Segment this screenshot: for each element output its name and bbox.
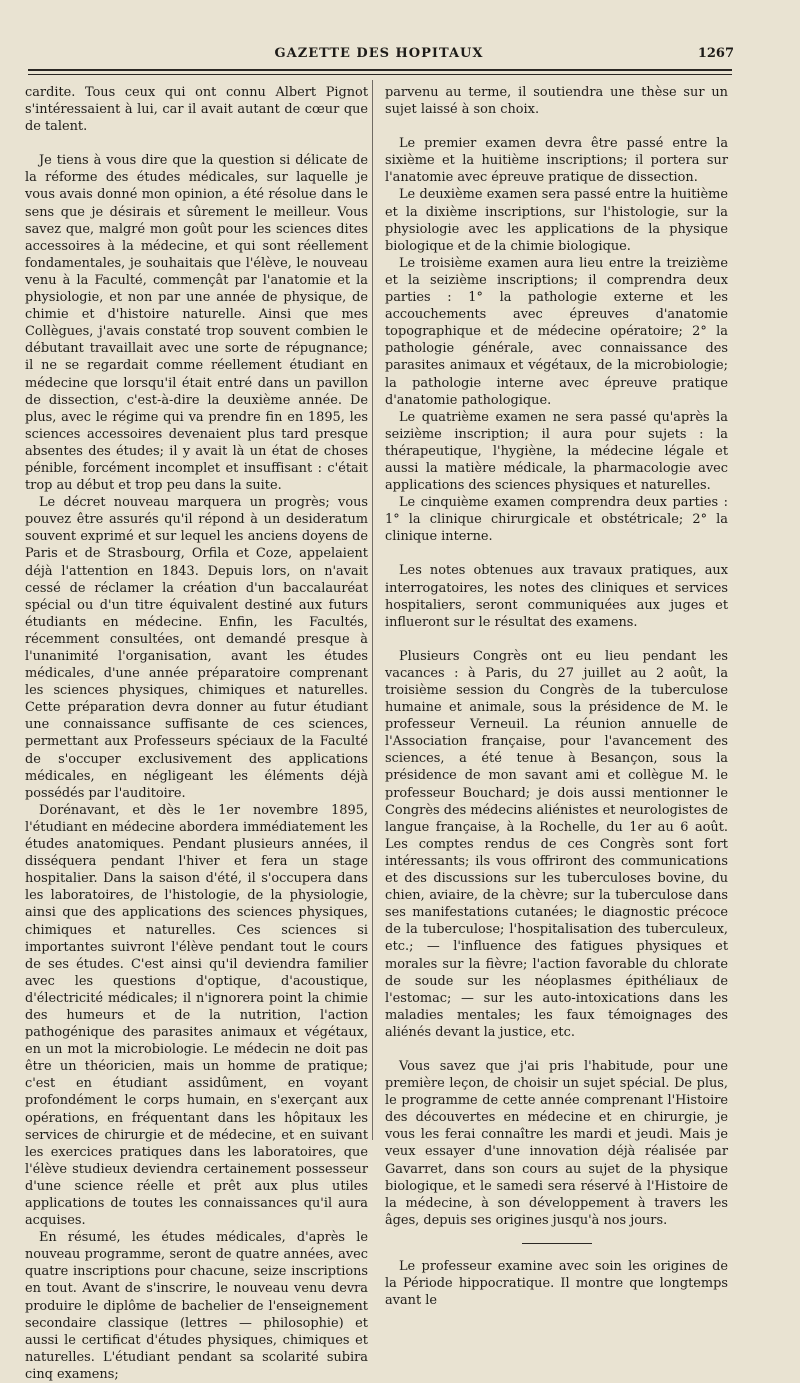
paragraph: Le cinquième examen comprendra deux parties : 1° la clinique chirurgicale et obstétricale; 2° la clinique interne. — [385, 495, 728, 545]
paragraph: Le premier examen devra être passé entre la sixième et la huitième inscriptions; il portera sur l'anatomie avec épreuve pratique de dissection. — [385, 136, 728, 186]
paragraph: Le professeur examine avec soin les origines de la Période hippocratique. Il montre que longtemps avant le — [385, 1258, 728, 1309]
paragraph: parvenu au terme, il soutiendra une thèse sur un sujet laissé à son choix. — [385, 85, 728, 118]
column-divider — [372, 80, 373, 1140]
paragraph: Les notes obtenues aux travaux pratiques, aux interrogatoires, les notes des cliniques et services hospitaliers, seront communiquées aux juges et influeront sur le résultat des examens. — [385, 563, 728, 630]
page-header — [24, 42, 734, 66]
section-separator — [522, 1243, 592, 1244]
right-column — [385, 84, 728, 1309]
paragraph: Le troisième examen aura lieu entre la treizième et la seizième inscriptions; il comprendra deux parties : 1° la pathologie externe et les accouchements avec épreuves d'anatomie topographique et de médecine opératoire; 2° la pathologie générale, avec connaissance des parasites animaux et végétaux, de la microbiologie; la pathologie interne avec épreuve pratique d'anatomie pathologique. — [385, 255, 728, 408]
header-rule-thick — [28, 69, 732, 71]
paragraph: cardite. Tous ceux qui ont connu Albert Pignot s'intéressaient à lui, car il avait autant de cœur que de talent. — [25, 85, 368, 135]
paragraph: Le quatrième examen ne sera passé qu'après la seizième inscription; il aura pour sujets : la thérapeutique, l'hygiène, la médecine légale et aussi la matière médicale, la pharmacologie avec applications des sciences physiques et naturelles. — [385, 409, 728, 494]
paragraph: Le deuxième examen sera passé entre la huitième et la dixième inscriptions, sur l'histologie, sur la physiologie avec les applications de la physique biologique et de la chimie biologique. — [385, 187, 728, 254]
header-rule-thin — [28, 74, 732, 75]
page-number: 1267 — [697, 46, 734, 61]
journal-title: GAZETTE DES HOPITAUX — [274, 46, 484, 61]
paragraph: Plusieurs Congrès ont eu lieu pendant les vacances : à Paris, du 27 juillet au 2 août, la troisième session du Congrès de la tuberculose humaine et animale, sous la présidence de M. le professeur Verneuil. La réunion annuelle de l'Association française, pour l'avancement des sciences, a été tenue à Besançon, sous la présidence de mon savant ami et collègue M. le professeur Bouchard; je dois aussi mentionner le Congrès des médecins aliénistes et neurologistes de langue française, à la Rochelle, du 1er au 6 août. Les comptes rendus de ces Congrès sont fort intéressants; ils vous offriront des communications et des discussions sur les tuberculoses bovine, du chien, aviaire, de la chèvre; sur la tuberculose dans ses manifestations cutanées; le diagnostic précoce de la tuberculose; l'hospitalisation des tuberculeux, etc.; — l'influence des fatigues physiques et morales sur la fièvre; l'action favorable du chlorate de soude sur les néoplasmes épithéliaux de l'estomac; — sur les auto-intoxications dans les maladies mentales; les faux témoignages des aliénés devant la justice, etc. — [385, 648, 728, 1040]
left-column — [25, 84, 368, 1383]
paragraph: En résumé, les études médicales, d'après le nouveau programme, seront de quatre années, avec quatre inscriptions pour chacune, seize inscriptions en tout. Avant de s'inscrire, le nouveau venu devra produire le diplôme de bachelier de l'enseignement secondaire classique (lettres — philosophie) et aussi le certificat d'études physiques, chimiques et naturelles. L'étudiant pendant sa scolarité subira cinq examens; — [25, 1230, 368, 1382]
paragraph: Le décret nouveau marquera un progrès; vous pouvez être assurés qu'il répond à un desideratum souvent exprimé et sur lequel les anciens doyens de Paris et de Strasbourg, Orfila et Coze, appelaient déjà l'attention en 1843. Depuis lors, on n'avait cessé de réclamer la création d'un baccalauréat spécial ou d'un titre équivalent destiné aux futurs étudiants en médecine. Enfin, les Facultés, récemment consultées, ont demandé presque à l'unanimité l'organisation, avant les études médicales, d'une année préparatoire comprenant les sciences physiques, chimiques et naturelles. Cette préparation devra donner au futur étudiant une connaissance suffisante de ces sciences, permettant aux Professeurs spéciaux de la Faculté de s'occuper exclusivement des applications médicales, en négligeant les éléments déjà possédés par l'auditoire. — [25, 495, 368, 801]
paragraph: Je tiens à vous dire que la question si délicate de la réforme des études médicales, sur laquelle je vous avais donné mon opinion, a été résolue dans le sens que je désirais et sûrement le meilleur. Vous savez que, malgré mon goût pour les sciences dites accessoires à la médecine, et qui sont réellement fondamentales, je souhaitais que l'élève, le nouveau venu à la Faculté, commençât par l'anatomie et la physiologie, et non par une année de physique, de chimie et d'histoire naturelle. Ainsi que mes Collègues, j'avais constaté trop souvent combien le débutant travaillait avec une sorte de répugnance; il ne se regardait comme réellement étudiant en médecine que lorsqu'il était entré dans un pavillon de dissection, c'est-à-dire la deuxième année. De plus, avec le régime qui va prendre fin en 1895, les sciences accessoires devenaient plus tard presque absentes des études; il y avait là un état de choses pénible, forcément incomplet et insuffisant : c'était trop au début et trop peu dans la suite. — [25, 153, 368, 494]
paragraph: Vous savez que j'ai pris l'habitude, pour une première leçon, de choisir un sujet spécial. De plus, le programme de cette année comprenant l'Histoire des découvertes en médecine et en chirurgie, je vous les ferai connaître les mardi et jeudi. Mais je veux essayer d'une innovation déjà réalisée par Gavarret, dans son cours au sujet de la physique biologique, et le samedi sera réservé à l'Histoire de la médecine, à son développement à travers les âges, depuis ses origines jusqu'à nos jours. — [385, 1058, 728, 1228]
paragraph: Dorénavant, et dès le 1er novembre 1895, l'étudiant en médecine abordera immédiatement les études anatomiques. Pendant plusieurs années, il disséquera pendant l'hiver et fera un stage hospitalier. Dans la saison d'été, il s'occupera dans les laboratoires, de l'histologie, de la physiologie, ainsi que des applications des sciences physiques, chimiques et naturelles. Ces sciences si importantes suivront l'élève pendant tout le cours de ses études. C'est ainsi qu'il deviendra familier avec les questions d'optique, d'acoustique, d'électricité médicales; il n'ignorera point la chimie des humeurs et de la nutrition, l'action pathogénique des parasites animaux et végétaux, en un mot la microbiologie. Le médecin ne doit pas être un théoricien, mais un homme de pratique; c'est en étudiant assidûment, en voyant profondément le corps humain, en s'exerçant aux opérations, en fréquentant dans les hôpitaux les services de chirurgie et de médecine, et en suivant les exercices pratiques dans les laboratoires, que l'élève studieux deviendra certainement possesseur d'une science réelle et prêt aux plus utiles applications de toutes les connaissances qu'il aura acquises. — [25, 802, 368, 1229]
